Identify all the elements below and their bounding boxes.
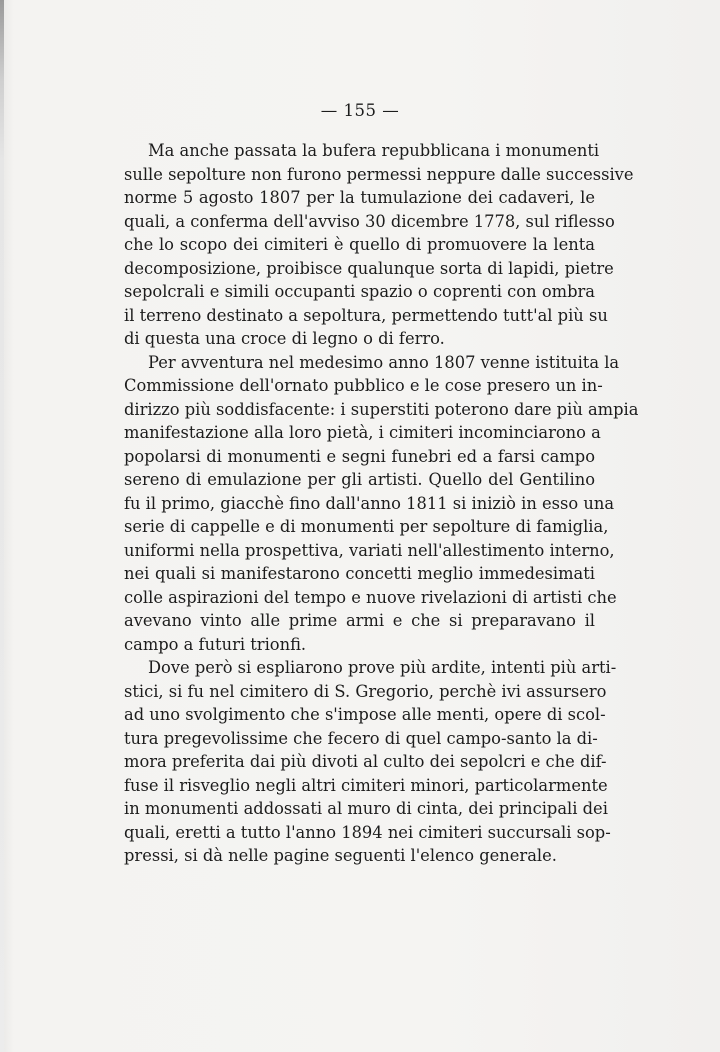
text-line: fu il primo, giacchè fino dall'anno 1811 si iniziò in esso una bbox=[124, 493, 615, 513]
body-text bbox=[124, 139, 639, 868]
text-line: che lo scopo dei cimiteri è quello di promuovere la lenta bbox=[124, 235, 595, 254]
text-line: in monumenti addossati al muro di cinta, dei principali dei bbox=[124, 799, 608, 818]
text-line: sepolcrali e simili occupanti spazio o coprenti con ombra bbox=[124, 282, 595, 301]
text-line: sulle sepolture non furono permessi neppure dalle successive bbox=[124, 164, 634, 184]
text-line: quali, eretti a tutto l'anno 1894 nei cimiteri succursali sop- bbox=[124, 822, 611, 842]
text-line: norme 5 agosto 1807 per la tumulazione dei cadaveri, le bbox=[124, 188, 595, 207]
text-line: ad uno svolgimento che s'impose alle menti, opere di scol- bbox=[124, 705, 606, 724]
text-line: decomposizione, proibisce qualunque sorta di lapidi, pietre bbox=[124, 258, 614, 278]
text-line: avevano vinto alle prime armi e che si preparavano il bbox=[124, 611, 595, 630]
paragraph bbox=[124, 351, 639, 657]
text-line: mora preferita dai più divoti al culto dei sepolcri e che dif- bbox=[124, 752, 607, 771]
text-line: dirizzo più soddisfacente: i superstiti poterono dare più ampia bbox=[124, 399, 639, 419]
text-line: Ma anche passata la bufera repubblicana i monumenti bbox=[148, 141, 600, 160]
text-line: di questa una croce di legno o di ferro. bbox=[124, 329, 445, 348]
text-line: uniformi nella prospettiva, variati nell'allestimento interno, bbox=[124, 540, 615, 560]
text-line: fuse il risveglio negli altri cimiteri minori, particolarmente bbox=[124, 775, 608, 795]
text-line: sereno di emulazione per gli artisti. Quello del Gentilino bbox=[124, 470, 595, 489]
text-line: Per avventura nel medesimo anno 1807 venne istituita la bbox=[148, 352, 620, 372]
text-line: quali, a conferma dell'avviso 30 dicembre 1778, sul riflesso bbox=[124, 211, 615, 231]
text-line: manifestazione alla loro pietà, i cimiteri incominciarono a bbox=[124, 423, 601, 442]
text-line: tura pregevolissime che fecero di quel campo-santo la di- bbox=[124, 728, 598, 748]
paragraph bbox=[124, 139, 634, 351]
page-number: — 155 — bbox=[320, 101, 400, 120]
text-line: stici, si fu nel cimitero di S. Gregorio, perchè ivi assursero bbox=[124, 681, 607, 701]
text-line: serie di cappelle e di monumenti per sepolture di famiglia, bbox=[124, 517, 609, 536]
text-line: pressi, si dà nelle pagine seguenti l'elenco generale. bbox=[124, 846, 557, 865]
paragraph bbox=[124, 656, 617, 868]
text-line: il terreno destinato a sepoltura, permettendo tutt'al più su bbox=[124, 305, 608, 325]
text-line: campo a futuri trionfi. bbox=[124, 634, 307, 654]
text-line: Dove però si espliarono prove più ardite, intenti più arti- bbox=[148, 658, 617, 677]
page-binding-edge bbox=[0, 0, 4, 1052]
text-line: popolarsi di monumenti e segni funebri ed a farsi campo bbox=[124, 446, 595, 466]
text-line: Commissione dell'ornato pubblico e le cose presero un in- bbox=[124, 376, 603, 395]
text-line: colle aspirazioni del tempo e nuove rivelazioni di artisti che bbox=[124, 587, 617, 607]
text-line: nei quali si manifestarono concetti meglio immedesimati bbox=[124, 564, 595, 583]
